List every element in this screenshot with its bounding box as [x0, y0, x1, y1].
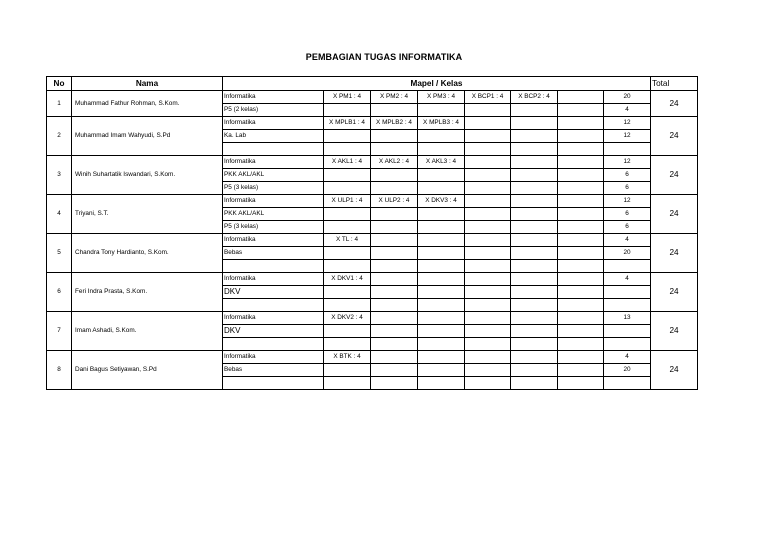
- class-cell: [511, 130, 558, 143]
- total-cell: 24: [651, 91, 698, 117]
- class-cell: [371, 299, 418, 312]
- subject-cell: P5 (3 kelas): [223, 221, 324, 234]
- class-cell: X AKL1 : 4: [324, 156, 371, 169]
- class-cell: [558, 169, 604, 182]
- subject-cell: Informatika: [223, 117, 324, 130]
- table-row: [47, 351, 698, 364]
- row-number: 2: [47, 117, 72, 156]
- class-cell: [558, 91, 604, 104]
- class-cell: X DKV2 : 4: [324, 312, 371, 325]
- hours-cell: 6: [604, 208, 651, 221]
- class-cell: [558, 156, 604, 169]
- subject-cell: P5 (2 kelas): [223, 104, 324, 117]
- class-cell: [324, 208, 371, 221]
- subject-cell: Bebas: [223, 247, 324, 260]
- class-cell: [324, 130, 371, 143]
- subject-cell: Informatika: [223, 312, 324, 325]
- class-cell: [418, 325, 465, 338]
- hours-cell: 4: [604, 351, 651, 364]
- class-cell: [324, 286, 371, 299]
- class-cell: [371, 351, 418, 364]
- hours-cell: [604, 286, 651, 299]
- class-cell: [418, 377, 465, 390]
- row-number: 7: [47, 312, 72, 351]
- class-cell: [465, 364, 511, 377]
- class-cell: [371, 234, 418, 247]
- class-cell: [558, 221, 604, 234]
- hours-cell: [604, 325, 651, 338]
- class-cell: [465, 208, 511, 221]
- subject-cell: Ka. Lab: [223, 130, 324, 143]
- class-cell: [418, 338, 465, 351]
- header-mapel: Mapel / Kelas: [223, 77, 651, 91]
- hours-cell: 12: [604, 195, 651, 208]
- class-cell: [558, 182, 604, 195]
- subject-cell: PKK AKL/AKL: [223, 169, 324, 182]
- table-row: [47, 91, 698, 104]
- class-cell: [371, 104, 418, 117]
- hours-cell: [604, 338, 651, 351]
- class-cell: [511, 234, 558, 247]
- class-cell: [324, 104, 371, 117]
- header-total: Total: [651, 77, 698, 91]
- class-cell: [371, 247, 418, 260]
- class-cell: [558, 260, 604, 273]
- class-cell: [465, 286, 511, 299]
- class-cell: [371, 130, 418, 143]
- class-cell: [465, 130, 511, 143]
- class-cell: [418, 169, 465, 182]
- class-cell: [371, 143, 418, 156]
- class-cell: X BTK : 4: [324, 351, 371, 364]
- hours-cell: 20: [604, 91, 651, 104]
- table-row: [47, 312, 698, 325]
- class-cell: [371, 169, 418, 182]
- hours-cell: 6: [604, 169, 651, 182]
- hours-cell: [604, 260, 651, 273]
- class-cell: [418, 299, 465, 312]
- class-cell: X MPLB2 : 4: [371, 117, 418, 130]
- hours-cell: 4: [604, 273, 651, 286]
- class-cell: [418, 247, 465, 260]
- table-row: [47, 273, 698, 286]
- class-cell: [511, 351, 558, 364]
- hours-cell: 13: [604, 312, 651, 325]
- class-cell: X AKL3 : 4: [418, 156, 465, 169]
- class-cell: [511, 247, 558, 260]
- total-cell: 24: [651, 156, 698, 195]
- class-cell: [511, 104, 558, 117]
- class-cell: [558, 338, 604, 351]
- class-cell: [558, 377, 604, 390]
- class-cell: [511, 325, 558, 338]
- class-cell: [465, 351, 511, 364]
- hours-cell: 12: [604, 117, 651, 130]
- row-number: 3: [47, 156, 72, 195]
- subject-cell: DKV: [223, 286, 324, 299]
- hours-cell: 20: [604, 247, 651, 260]
- class-cell: [371, 338, 418, 351]
- class-cell: X DKV1 : 4: [324, 273, 371, 286]
- class-cell: X PM3 : 4: [418, 91, 465, 104]
- class-cell: [371, 312, 418, 325]
- class-cell: [418, 273, 465, 286]
- hours-cell: [604, 299, 651, 312]
- hours-cell: 4: [604, 104, 651, 117]
- table-body: [47, 91, 698, 390]
- row-number: 1: [47, 91, 72, 117]
- hours-cell: [604, 377, 651, 390]
- subject-cell: [223, 377, 324, 390]
- table-row: [47, 234, 698, 247]
- class-cell: [418, 351, 465, 364]
- hours-cell: 4: [604, 234, 651, 247]
- total-cell: 24: [651, 234, 698, 273]
- subject-cell: Informatika: [223, 234, 324, 247]
- class-cell: [558, 195, 604, 208]
- class-cell: [558, 286, 604, 299]
- class-cell: [465, 195, 511, 208]
- row-number: 4: [47, 195, 72, 234]
- class-cell: [324, 247, 371, 260]
- row-number: 6: [47, 273, 72, 312]
- class-cell: [558, 299, 604, 312]
- class-cell: [418, 286, 465, 299]
- class-cell: [465, 338, 511, 351]
- class-cell: [511, 156, 558, 169]
- header-row: [47, 77, 698, 91]
- class-cell: [418, 221, 465, 234]
- class-cell: X MPLB3 : 4: [418, 117, 465, 130]
- page-title: PEMBAGIAN TUGAS INFORMATIKA: [305, 52, 463, 62]
- class-cell: [418, 208, 465, 221]
- subject-cell: DKV: [223, 325, 324, 338]
- class-cell: [511, 182, 558, 195]
- class-cell: X ULP2 : 4: [371, 195, 418, 208]
- total-cell: 24: [651, 273, 698, 312]
- class-cell: [511, 364, 558, 377]
- teacher-name: Muhammad Imam Wahyudi, S.Pd: [72, 117, 223, 156]
- class-cell: [324, 182, 371, 195]
- class-cell: [418, 312, 465, 325]
- class-cell: X AKL2 : 4: [371, 156, 418, 169]
- class-cell: [324, 377, 371, 390]
- class-cell: [511, 169, 558, 182]
- class-cell: [371, 260, 418, 273]
- subject-cell: [223, 260, 324, 273]
- class-cell: [511, 260, 558, 273]
- class-cell: X DKV3 : 4: [418, 195, 465, 208]
- total-cell: 24: [651, 195, 698, 234]
- class-cell: X MPLB1 : 4: [324, 117, 371, 130]
- class-cell: [558, 234, 604, 247]
- class-cell: X ULP1 : 4: [324, 195, 371, 208]
- class-cell: [511, 208, 558, 221]
- class-cell: [324, 299, 371, 312]
- subject-cell: Bebas: [223, 364, 324, 377]
- class-cell: X PM1 : 4: [324, 91, 371, 104]
- class-cell: [558, 143, 604, 156]
- class-cell: [465, 156, 511, 169]
- total-cell: 24: [651, 351, 698, 390]
- subject-cell: [223, 299, 324, 312]
- hours-cell: 6: [604, 182, 651, 195]
- class-cell: [465, 117, 511, 130]
- class-cell: [465, 234, 511, 247]
- header-nama: Nama: [72, 77, 223, 91]
- class-cell: X PM2 : 4: [371, 91, 418, 104]
- class-cell: [511, 143, 558, 156]
- class-cell: X BCP2 : 4: [511, 91, 558, 104]
- teacher-name: Muhammad Fathur Rohman, S.Kom.: [72, 91, 223, 117]
- class-cell: [511, 117, 558, 130]
- class-cell: [324, 143, 371, 156]
- class-cell: [511, 195, 558, 208]
- class-cell: [418, 260, 465, 273]
- teacher-name: Dani Bagus Setiyawan, S.Pd: [72, 351, 223, 390]
- class-cell: [371, 377, 418, 390]
- class-cell: [324, 325, 371, 338]
- class-cell: [465, 104, 511, 117]
- hours-cell: 12: [604, 130, 651, 143]
- class-cell: [511, 312, 558, 325]
- class-cell: [418, 104, 465, 117]
- subject-cell: Informatika: [223, 156, 324, 169]
- class-cell: [324, 221, 371, 234]
- class-cell: [511, 221, 558, 234]
- class-cell: [418, 130, 465, 143]
- class-cell: [465, 325, 511, 338]
- table-row: [47, 156, 698, 169]
- class-cell: [465, 247, 511, 260]
- teacher-name: Imam Ashadi, S.Kom.: [72, 312, 223, 351]
- class-cell: [511, 273, 558, 286]
- class-cell: [558, 117, 604, 130]
- teacher-name: Winih Suhartatik Iswandari, S.Kom.: [72, 156, 223, 195]
- class-cell: [371, 221, 418, 234]
- subject-cell: P5 (3 kelas): [223, 182, 324, 195]
- class-cell: [371, 182, 418, 195]
- task-table: [46, 76, 698, 390]
- table-row: [47, 117, 698, 130]
- subject-cell: Informatika: [223, 273, 324, 286]
- class-cell: [418, 143, 465, 156]
- class-cell: [465, 221, 511, 234]
- subject-cell: PKK AKL/AKL: [223, 208, 324, 221]
- class-cell: [324, 338, 371, 351]
- class-cell: X TL : 4: [324, 234, 371, 247]
- subject-cell: [223, 143, 324, 156]
- hours-cell: 20: [604, 364, 651, 377]
- teacher-name: Chandra Tony Hardianto, S.Kom.: [72, 234, 223, 273]
- table-row: [47, 195, 698, 208]
- class-cell: [558, 104, 604, 117]
- hours-cell: [604, 143, 651, 156]
- total-cell: 24: [651, 117, 698, 156]
- class-cell: [465, 260, 511, 273]
- class-cell: [418, 182, 465, 195]
- teacher-name: Triyani, S.T.: [72, 195, 223, 234]
- row-number: 8: [47, 351, 72, 390]
- class-cell: [558, 364, 604, 377]
- class-cell: X BCP1 : 4: [465, 91, 511, 104]
- subject-cell: Informatika: [223, 195, 324, 208]
- total-cell: 24: [651, 312, 698, 351]
- class-cell: [371, 208, 418, 221]
- subject-cell: Informatika: [223, 351, 324, 364]
- class-cell: [371, 325, 418, 338]
- hours-cell: 6: [604, 221, 651, 234]
- class-cell: [418, 234, 465, 247]
- class-cell: [465, 273, 511, 286]
- class-cell: [324, 260, 371, 273]
- class-cell: [558, 130, 604, 143]
- class-cell: [324, 169, 371, 182]
- class-cell: [465, 143, 511, 156]
- class-cell: [465, 182, 511, 195]
- hours-cell: 12: [604, 156, 651, 169]
- class-cell: [371, 286, 418, 299]
- subject-cell: Informatika: [223, 91, 324, 104]
- subject-cell: [223, 338, 324, 351]
- class-cell: [558, 208, 604, 221]
- class-cell: [558, 312, 604, 325]
- class-cell: [511, 286, 558, 299]
- teacher-name: Feri Indra Prasta, S.Kom.: [72, 273, 223, 312]
- class-cell: [324, 364, 371, 377]
- class-cell: [465, 299, 511, 312]
- class-cell: [465, 169, 511, 182]
- class-cell: [558, 273, 604, 286]
- class-cell: [371, 273, 418, 286]
- class-cell: [511, 299, 558, 312]
- class-cell: [371, 364, 418, 377]
- class-cell: [465, 312, 511, 325]
- class-cell: [558, 247, 604, 260]
- class-cell: [558, 351, 604, 364]
- class-cell: [511, 338, 558, 351]
- class-cell: [465, 377, 511, 390]
- header-no: No: [47, 77, 72, 91]
- class-cell: [418, 364, 465, 377]
- row-number: 5: [47, 234, 72, 273]
- class-cell: [558, 325, 604, 338]
- class-cell: [511, 377, 558, 390]
